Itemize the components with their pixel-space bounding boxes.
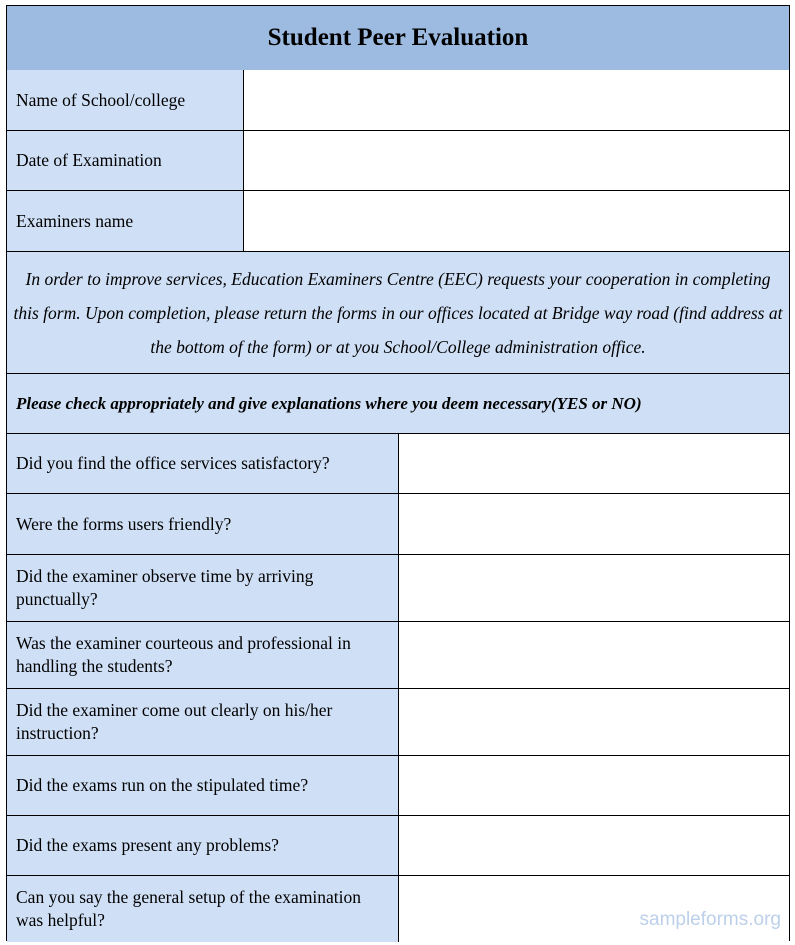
header-field-row [7,131,789,191]
answer-field[interactable] [399,756,789,815]
header-field-row [7,191,789,252]
question-row [7,555,789,622]
answer-field[interactable] [399,494,789,554]
answer-field[interactable] [399,689,789,755]
answer-field[interactable] [399,555,789,621]
evaluation-form [6,5,790,941]
exam-date-label: Date of Examination [7,131,244,190]
answer-field[interactable] [399,816,789,875]
question-label: Did you find the office services satisfactory? [7,434,399,493]
school-name-label: Name of School/college [7,70,244,130]
question-row [7,756,789,816]
watermark: sampleforms.org [639,909,781,930]
question-row [7,434,789,494]
question-row [7,689,789,756]
question-label: Were the forms users friendly? [7,494,399,554]
question-label: Did the exams run on the stipulated time? [7,756,399,815]
question-row [7,494,789,555]
answer-field[interactable] [399,622,789,688]
answer-field[interactable] [399,434,789,493]
question-label: Did the examiner come out clearly on his/her instruction? [7,689,399,755]
question-row [7,622,789,689]
examiner-name-label: Examiners name [7,191,244,251]
examiner-name-field[interactable] [244,191,789,251]
question-label: Was the examiner courteous and professional in handling the students? [7,622,399,688]
header-field-row [7,70,789,131]
school-name-field[interactable] [244,70,789,130]
info-paragraph: In order to improve services, Education Examiners Centre (EEC) requests your cooperation in completing this form. Upon completion, please return the forms in our offices located at Bridge way road (find address at the bottom of the form) or at you School/College administration office. [7,252,789,374]
question-label: Did the examiner observe time by arriving punctually? [7,555,399,621]
form-title: Student Peer Evaluation [7,6,789,71]
question-row [7,816,789,876]
exam-date-field[interactable] [244,131,789,190]
question-label: Did the exams present any problems? [7,816,399,875]
instruction-text: Please check appropriately and give explanations where you deem necessary(YES or NO) [7,374,789,434]
question-label: Can you say the general setup of the examination was helpful? [7,876,399,942]
